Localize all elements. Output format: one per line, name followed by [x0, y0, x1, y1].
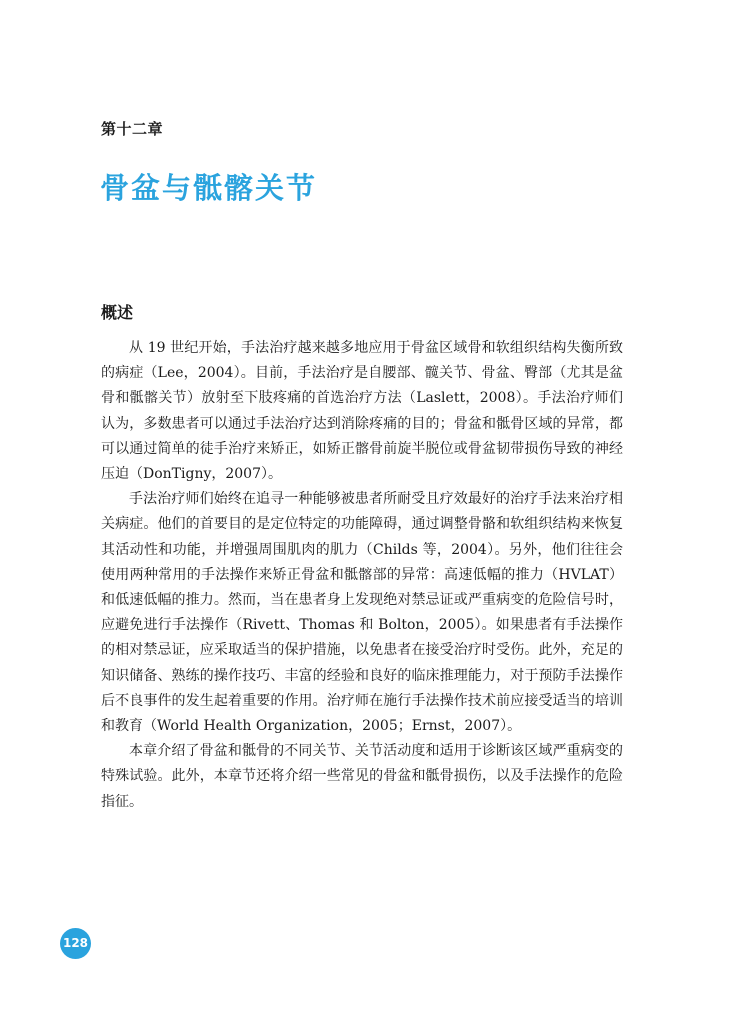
chapter-title: 骨盆与骶髂关节: [100, 171, 318, 205]
section-heading: 概述: [101, 303, 134, 322]
chapter-label: 第十二章: [101, 120, 164, 138]
paragraph-1: 从 19 世纪开始，手法治疗越来越多地应用于骨盆区域骨和软组织结构失衡所致的病症（Lee，2004）。目前，手法治疗是自腰部、髋关节、骨盆、臀部（尤其是盆骨和骶髂关节）放射至下肢疼痛的首选治疗方法（Laslett，2008）。手法治疗师们认为，多数患者可以通过手法治疗达到消除疼痛的目的；骨盆和骶骨区域的异常，都可以通过简单的徒手治疗来矫正，如矫正髂骨前旋半脱位或骨盆韧带损伤导致的神经压迫（DonTigny，2007）。: [101, 340, 623, 483]
paragraph-2: 手法治疗师们始终在追寻一种能够被患者所耐受且疗效最好的治疗手法来治疗相关病症。他们的首要目的是定位特定的功能障碍，通过调整骨骼和软组织结构来恢复其活动性和功能，并增强周围肌肉的肌力（Childs 等，2004）。另外，他们往往会使用两种常用的手法操作来矫正骨盆和骶髂部的异常：高速低幅的推力（HVLAT）和低速低幅的推力。然而，当在患者身上发现绝对禁忌证或严重病变的危险信号时，应避免进行手法操作（Rivett、Thomas 和 Bolton，2005）。如果患者有手法操作的相对禁忌证，应采取适当的保护措施，以免患者在接受治疗时受伤。此外，充足的知识储备、熟练的操作技巧、丰富的经验和良好的临床推理能力，对于预防手法操作后不良事件的发生起着重要的作用。治疗师在施行手法操作技术前应接受适当的培训和教育（World Health Organization，2005；Ernst，2007）。: [101, 491, 623, 735]
paragraph-3: 本章介绍了骨盆和骶骨的不同关节、关节活动度和适用于诊断该区域严重病变的特殊试验。此外，本章节还将介绍一些常见的骨盆和骶骨损伤，以及手法操作的危险指征。: [101, 743, 623, 810]
page-number-badge: 128: [60, 928, 91, 959]
body-text: [101, 336, 623, 815]
